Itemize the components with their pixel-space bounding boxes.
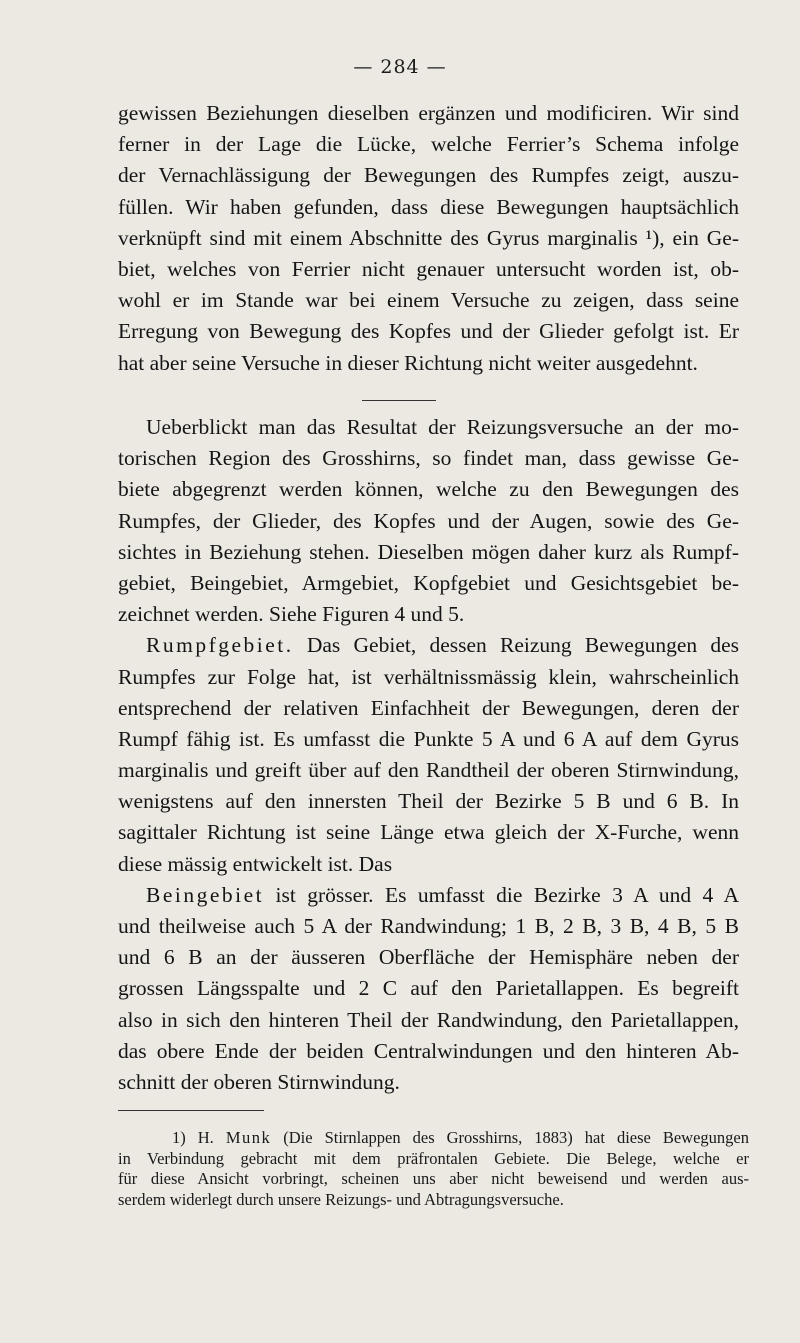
text-run: Das Gebiet, dessen Reizung Bewegungen des — [293, 633, 739, 658]
footnote-line: serdem widerlegt durch unsere Reizungs- und Abtragungsversuche. — [118, 1189, 564, 1209]
footnote-rule — [118, 1110, 264, 1111]
text-line: sagittaler Richtung ist seine Länge etwa gleich der X-Furche, wenn — [118, 820, 739, 845]
text-line: entsprechend der relativen Einfachheit der Bewegungen, deren der — [118, 695, 739, 720]
text-line: also in sich den hinteren Theil der Randwindung, den Parietallappen, — [118, 1007, 739, 1032]
text-line: das obere Ende der beiden Centralwindungen und den hinteren Ab- — [118, 1038, 739, 1063]
text-run: ist grösser. Es umfasst die Bezirke 3 A und 4 A — [264, 882, 739, 907]
text-line: hat aber seine Versuche in dieser Richtung nicht weiter ausgedehnt. — [118, 350, 698, 375]
text-run: (Die Stirnlappen des Grosshirns, 1883) hat diese Bewegungen — [271, 1128, 749, 1147]
footnote-line: für diese Ansicht vorbringt, scheinen uns aber nicht beweisend und werden aus- — [118, 1169, 749, 1188]
footnote-line: in Verbindung gebracht mit dem präfrontalen Gebiete. Die Belege, welche er — [118, 1148, 749, 1168]
text-line: der Vernachlässigung der Bewegungen des Rumpfes zeigt, auszu- — [118, 163, 739, 188]
text-line: marginalis und greift über auf den Randtheil der oberen Stirnwindung, — [118, 758, 739, 783]
text-line — [118, 630, 739, 661]
text-line: sichtes in Beziehung stehen. Dieselben mögen daher kurz als Rumpf- — [118, 539, 739, 564]
section-separator — [362, 400, 436, 401]
footnote-marker: 1) H. — [172, 1128, 214, 1147]
section-lead-rumpfgebiet: Rumpfgebiet. — [146, 633, 294, 658]
text-line: wohl er im Stande war bei einem Versuche zu zeigen, dass seine — [118, 288, 739, 313]
paragraph-1 — [118, 98, 739, 379]
text-line: füllen. Wir haben gefunden, dass diese Bewegungen hauptsächlich — [118, 194, 739, 219]
section-lead-beingebiet: Beingebiet — [146, 882, 265, 907]
text-line: ferner in der Lage die Lücke, welche Ferrier’s Schema infolge — [118, 132, 739, 157]
text-line: und 6 B an der äusseren Oberfläche der Hemisphäre neben der — [118, 945, 739, 970]
text-line: Erregung von Bewegung des Kopfes und der Glieder gefolgt ist. Er — [118, 319, 739, 344]
text-line: wenigstens auf den innersten Theil der Bezirke 5 B und 6 B. In — [118, 789, 739, 814]
text-line: torischen Region des Grosshirns, so findet man, dass gewisse Ge- — [118, 446, 739, 471]
text-line: gewissen Beziehungen dieselben ergänzen und modificiren. Wir sind — [118, 101, 739, 125]
footnote-author: Munk — [225, 1128, 272, 1147]
text-line: Rumpfes, der Glieder, des Kopfes und der Augen, sowie des Ge- — [118, 508, 739, 533]
footnote-line — [118, 1128, 749, 1149]
text-line: grossen Längsspalte und 2 C auf den Parietallappen. Es begreift — [118, 976, 739, 1001]
text-line: schnitt der oberen Stirnwindung. — [118, 1069, 400, 1094]
text-line: diese mässig entwickelt ist. Das — [118, 851, 393, 876]
text-line: gebiet, Beingebiet, Armgebiet, Kopfgebiet und Gesichtsgebiet be- — [118, 570, 739, 595]
text-line: biet, welches von Ferrier nicht genauer untersucht worden ist, ob- — [118, 256, 739, 281]
text-line: Ueberblickt man das Resultat der Reizungsversuche an der mo- — [146, 415, 739, 439]
text-line: Rumpfes zur Folge hat, ist verhältnissmässig klein, wahrscheinlich — [118, 664, 739, 689]
text-line: Rumpf fähig ist. Es umfasst die Punkte 5 A und 6 A auf dem Gyrus — [118, 726, 739, 751]
text-line: verknüpft sind mit einem Abschnitte des Gyrus marginalis ¹), ein Ge- — [118, 225, 739, 250]
footnote — [118, 1128, 749, 1210]
page-number: — 284 — — [353, 56, 447, 78]
text-line: biete abgegrenzt werden können, welche zu den Bewegungen des — [118, 477, 739, 502]
text-line: und theilweise auch 5 A der Randwindung; 1 B, 2 B, 3 B, 4 B, 5 B — [118, 914, 739, 938]
text-line: zeichnet werden. Siehe Figuren 4 und 5. — [118, 602, 465, 627]
text-line — [118, 880, 739, 911]
paragraph-2 — [118, 412, 739, 1098]
